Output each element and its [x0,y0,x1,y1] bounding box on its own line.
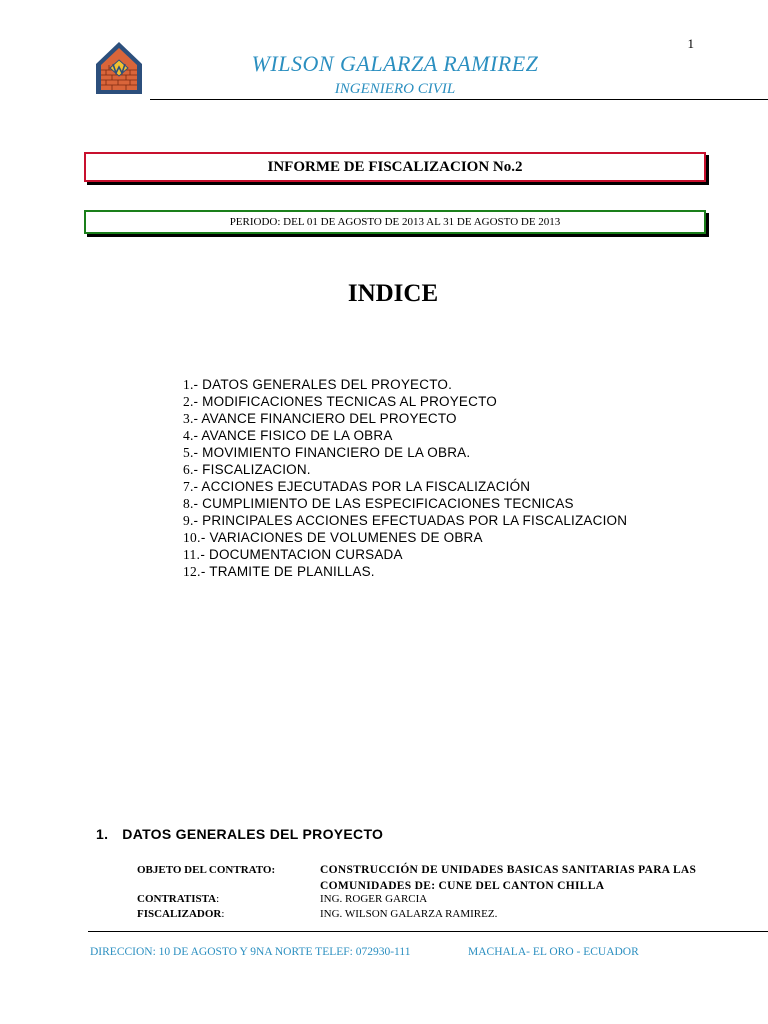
brick-house-w-logo [94,40,144,96]
toc-item [183,563,627,580]
toc-item [183,461,627,478]
toc-item-text: - MOVIMIENTO FINANCIERO DE LA OBRA. [193,445,471,460]
toc-item-number: 7. [183,479,194,494]
toc-item-text: - MODIFICACIONES TECNICAS AL PROYECTO [193,394,497,409]
toc-item-number: 12 [183,564,197,579]
toc-item-number: 8. [183,496,194,511]
toc-item [183,376,627,393]
toc-item-text: .- DOCUMENTACION CURSADA [196,547,403,562]
toc-item [183,393,627,410]
section-heading [96,826,383,842]
toc-item-number: 10 [183,530,197,545]
fiscalizador-colon: : [221,908,225,920]
fiscalizador-label-text: FISCALIZADOR [137,908,222,920]
toc-item-number: 9. [183,513,194,528]
index-title: INDICE [347,280,439,307]
page-number: 1 [687,36,694,51]
toc-item-number: 5. [183,445,194,460]
toc-item-number: 3. [183,411,194,426]
toc-item-text: .- VARIACIONES DE VOLUMENES DE OBRA [196,530,483,545]
toc-item-number: 6. [183,462,194,477]
toc-item [183,410,627,427]
footer-city: MACHALA- EL ORO - ECUADOR [468,946,639,958]
toc-item-text: - ACCIONES EJECUTADAS POR LA FISCALIZACIÓN [193,479,531,494]
toc-item [183,427,627,444]
toc-item-text: - DATOS GENERALES DEL PROYECTO. [193,377,453,392]
toc-item [183,444,627,461]
toc-item-text: .- TRAMITE DE PLANILLAS. [196,564,375,579]
contratista-colon: : [216,893,220,905]
toc-item [183,478,627,495]
toc-item-number: 11 [183,547,197,562]
contratista-label [137,893,219,905]
header-title: INGENIERO CIVIL [334,81,456,97]
report-period: PERIODO: DEL 01 DE AGOSTO DE 2013 AL 31 DE AGOSTO DE 2013 [229,216,561,228]
table-of-contents [183,376,627,580]
toc-item [183,495,627,512]
header-name: WILSON GALARZA RAMIREZ [251,51,539,76]
footer-address: DIRECCION: 10 DE AGOSTO Y 9NA NORTE TELEF: 072930-111 [90,946,411,958]
contratista-label-text: CONTRATISTA [137,893,217,905]
toc-item-number: 4. [183,428,194,443]
toc-item-number: 1. [183,377,194,392]
toc-item-text: - AVANCE FISICO DE LA OBRA [193,428,393,443]
toc-item [183,529,627,546]
toc-item-text: - AVANCE FINANCIERO DEL PROYECTO [193,411,457,426]
fiscalizador-value: ING. WILSON GALARZA RAMIREZ. [320,908,498,920]
period-box [84,210,706,234]
toc-item [183,512,627,529]
objeto-label: OBJETO DEL CONTRATO: [137,864,276,876]
fiscalizador-label [137,908,224,920]
toc-item [183,546,627,563]
toc-item-text: - CUMPLIMIENTO DE LAS ESPECIFICACIONES TECNICAS [193,496,574,511]
footer-divider [88,931,768,932]
objeto-value: CONSTRUCCIÓN DE UNIDADES BASICAS SANITARIAS PARA LAS COMUNIDADES DE: CUNE DEL CANTON CHILLA [320,864,697,892]
section-number: 1. [96,826,109,842]
section-title: DATOS GENERALES DEL PROYECTO [122,826,384,842]
toc-item-text: - FISCALIZACION. [193,462,311,477]
report-title: INFORME DE FISCALIZACION No.2 [267,158,523,175]
header-divider [150,99,768,100]
contratista-value: ING. ROGER GARCIA [320,893,428,905]
toc-item-number: 2. [183,394,194,409]
report-title-box [84,152,706,182]
toc-item-text: - PRINCIPALES ACCIONES EFECTUADAS POR LA FISCALIZACION [193,513,628,528]
